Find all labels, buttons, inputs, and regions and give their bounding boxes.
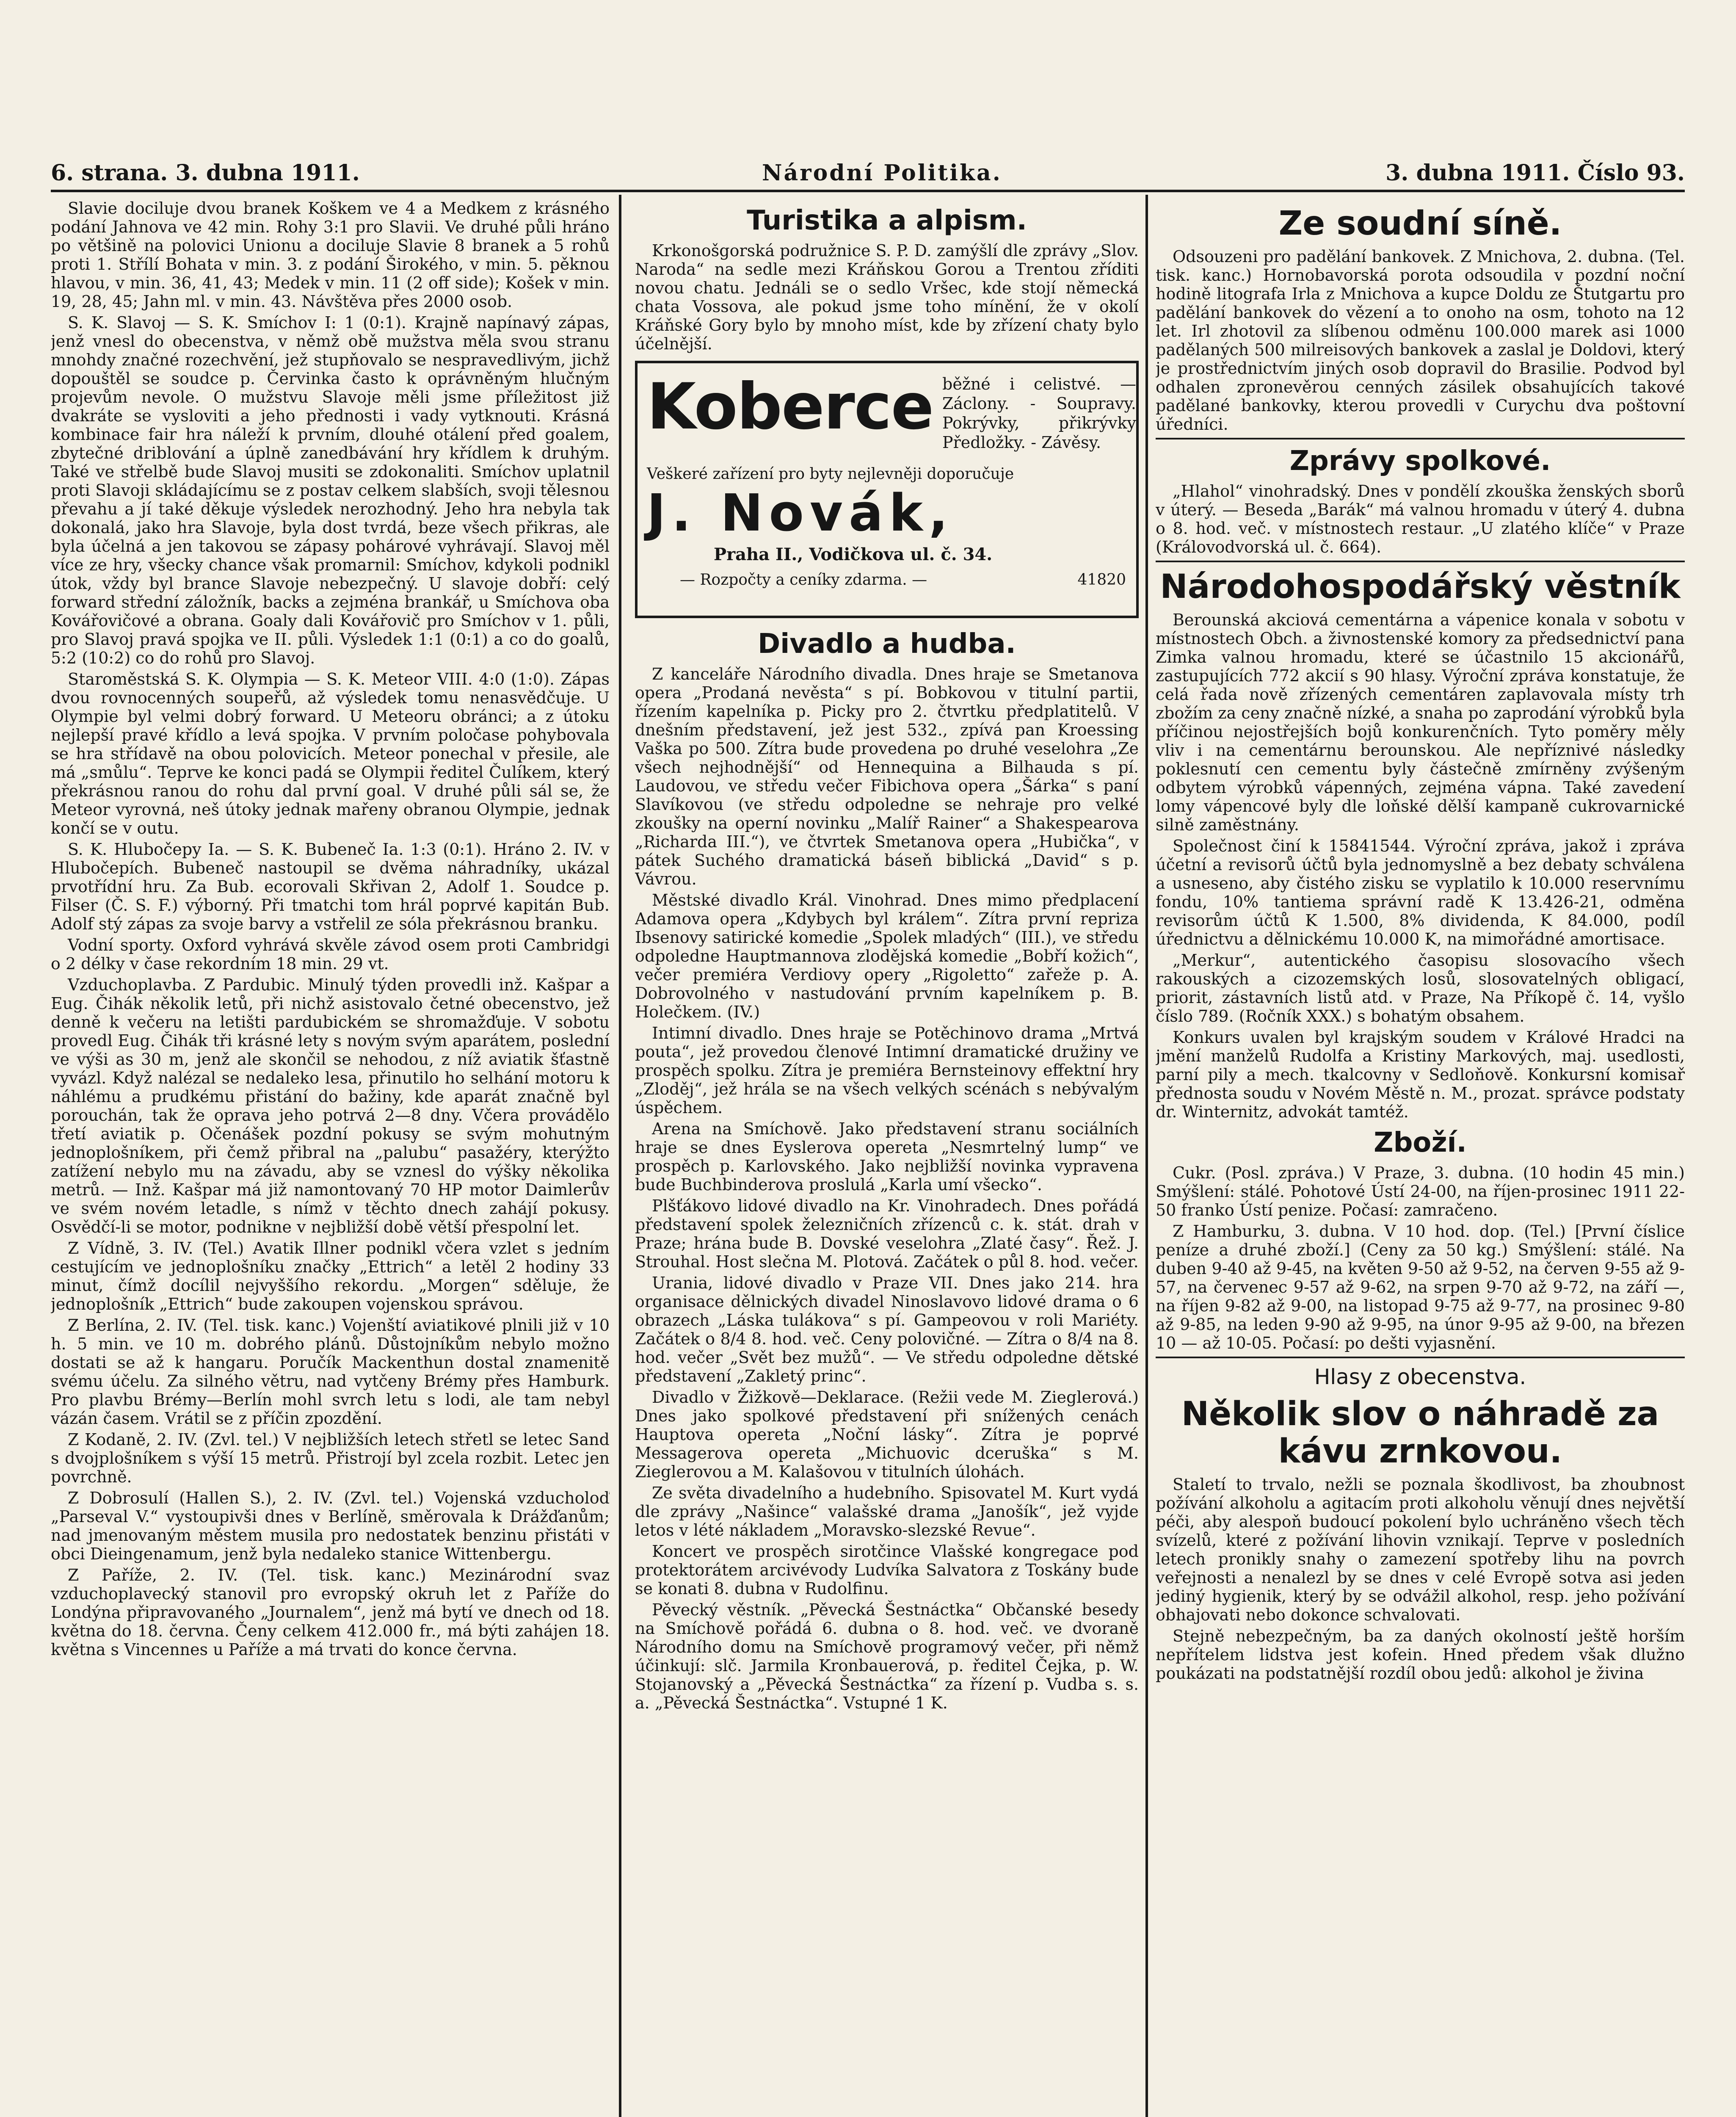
column-divider — [619, 195, 621, 2117]
article-paragraph: Berounská akciová cementárna a vápenice konala v sobotu v místnostech Obch. a živnostenské komory za předsednictví pana Zimka valnou hromadu, které se účastnilo 15 akcionářů, zastupujících 772 akcií s 90 hlasy. Výroční zpráva konstatuje, že celá řada nově zřízených cementáren zaplavovala místy trh zbožím za ceny značně nízké, a snaha po zaprodání výrobků byla příčinou nejostřejších bojů konkurenčních. Tyto poměry měly vliv i na cementárnu berounskou. Ale nepříznivé následky poklesnutí cen cementu byly částečně zmírněny zvýšeným odbytem výrobků vápenných, zejména vápna. Také zavedení lomy vápencové byly dle loňské dělší kampaně cukrovarnické silně zaměstnány. — [1156, 611, 1685, 834]
article-paragraph: Z Kodaně, 2. IV. (Zvl. tel.) V nejbližších letech střetl se letec Sand s dvojplošníkem s výší 15 metrů. Přistrojí byl zcela rozbit. Letec jen povrchně. — [51, 1430, 610, 1486]
article-paragraph: Z Dobrosulí (Hallen S.), 2. IV. (Zvl. tel.) Vojenská vzducholoď „Parseval V.“ vystoupivši dnes v Berlíně, směrovala k Drážďanům; nad jmenovaným městem musila pro nedostatek benzinu přistáti v obci Dieingenamum, jenž byla nedaleko stanice Wittenbergu. — [51, 1489, 610, 1563]
article-paragraph: Z Paříže, 2. IV. (Tel. tisk. kanc.) Mezinárodní svaz vzduchoplavecký stanovil pro evropský okruh let z Paříže do Londýna připravovaného „Journalem“, jenž má bytí ve dnech od 18. května do 18. června. Čeny celkem 412.000 fr., má býti zahájen 18. května s Vincennes u Paříže a má trvati do konce června. — [51, 1566, 610, 1659]
article-paragraph: Cukr. (Posl. zpráva.) V Praze, 3. dubna. (10 hodin 45 min.) Smýšlení: stálé. Pohotové Ústí 24-00, na říjen-prosinec 1911 22-50 franko Ústí penize. Počasí: zamračeno. — [1156, 1164, 1685, 1219]
ad-info: — Rozpočty a ceníky zdarma. — — [680, 571, 927, 589]
article-paragraph: Urania, lidové divadlo v Praze VII. Dnes jako 214. hra organisace dělnických divadel Ninoslavovo lidové drama o 6 obrazech „Láska tulákova“ s pí. Gampeovou v roli Mariéty. Začátek o 8/4 8. hod. več. Ceny polovičné. — Zítra o 8/4 na 8. hod. večer „Svět bez mužů“. — Ve středu odpoledne dětské představení „Zakletý princ“. — [635, 1274, 1139, 1385]
masthead-title: Národní Politika. — [762, 160, 1002, 186]
article-paragraph: Staroměstská S. K. Olympia — S. K. Meteor VIII. 4:0 (1:0). Zápas dvou rovnocenných soupeřů, až výsledek tomu nenasvědčuje. U Olympie byl velmi dobrý forward. U Meteoru obránci; a z útoku nejlepší pravé křídlo a levá spojka. V prvním poločase pohybovala se hra střídavě na obou polovicích. Meteor ponechal v přesile, ale má „smůlu“. Teprve ke konci padá se Olympii ředitel Čulíkem, který překrásnou ranou do rohu dal první goal. V druhé půli sál se, že Meteor vyrovná, neš útoky jednak mařeny obranou Olympie, jednak končí se v outu. — [51, 670, 610, 837]
ad-address: Praha II., Vodičkova ul. č. 34. — [714, 544, 993, 564]
article-title: Několik slov o náhradě za kávu zrnkovou. — [1181, 1395, 1659, 1470]
page-header — [51, 160, 1685, 192]
article-paragraph: Pěvecký věstník. „Pěvecká Šestnáctka“ Občanské besedy na Smíchově pořádá 6. dubna o 8. hod. več. ve dvoraně Národního domu na Smíchově programový večer, při němž účinkují: slč. Jarmila Kronbauerová, p. ředitel Čejka, p. W. Stojanovský a „Pěvecká Šestnáctka“ za řízení p. Vudba s. s. a. „Pěvecká Šestnáctka“. Vstupné 1 K. — [635, 1600, 1139, 1712]
article-paragraph: Z Hamburku, 3. dubna. V 10 hod. dop. (Tel.) [První číslice peníze a druhé zboží.] (Ceny za 50 kg.) Smýšlení: stálé. Na duben 9-40 až 9-45, na květen 9-50 až 9-52, na červen 9-55 až 9-57, na červenec 9-57 až 9-62, na srpen 9-70 až 9-72, na září —, na říjen 9-82 až 9-00, na listopad 9-75 až 9-77, na prosinec 9-80 až 9-85, na leden 9-90 až 9-95, na únor 9-95 až 9-00, na březen 10 — až 10-05. Počasí: po dešti vyjasnění. — [1156, 1222, 1685, 1352]
column-2 — [635, 199, 1139, 2117]
article-paragraph: S. K. Slavoj — S. K. Smíchov I: 1 (0:1). Krajně napínavý zápas, jenž vnesl do obecenstva, v němž obě mužstva měla svou stranu mnohdy značné rozechvění, jež stupňovalo se nespravedlivým, jichž dopouštěl se soudce p. Červinka často k oprávněným hlučným projevům nevole. O mužstvu Slavoje měli jsme příležitost již dvakráte se vysloviti a jeho přednosti i vady vytknouti. Krásná kombinace fair hra náleží k prvním, dlouhé otálení před goalem, zbytečné driblování a úplně zanedbávání hry křídlem k druhým. Také ve střelbě bude Slavoj musiti se zdokonaliti. Smíchov uplatnil proti Slavoji skládajícímu se z postav celkem slabších, svoji tělesnou převahu a jí také děkuje výsledek nerozhodný. Jeho hra nebyla tak dokonalá, jako hra Slavoje, byla dost tvrdá, bezе všech přikras, ale byla účelná a jen takovou se zápasy pohárové vyhrávají. Slavoj měl více ze hry, všecky chance však promarnil: Smíchov, kdykoli podnikl útok, vždy byl brance Slavoje nebezpečný. U slavoje dobří: celý forward střední záložník, backs a zejména brankář, u Smíchova oba Kovářovičové a obrana. Goaly dali Kovářovič pro Smíchov v 1. půli, pro Slavoj pravá spojka ve II. půli. Výsledek 1:1 (0:1) a co do goalů, 5:2 (10:2) co do rohů pro Slavoj. — [51, 313, 610, 667]
article-paragraph: Z kanceláře Národního divadla. Dnes hraje se Smetanova opera „Prodaná nevěsta“ s pí. Bobkovou v titulní partii, řízením kapelníka p. Picky pro 2. čtvrtku předplatitelů. V dnešním představení, jež jest 532., zpívá pan Kroessing Vaška po 500. Zítra bude provedena po druhé veselohra „Ze všech nejhodnější“ od Hennequina a Bilhauda s pí. Laudovou, ve středu večer Fibichova opera „Šárka“ s paní Slavíkovou (ve středu odpoledne se nehraje pro velké zkoušky na operní novinku „Malíř Rainer“ a Shakespearova „Richarda III.“), ve čtvrtek Smetanova opera „Hubička“, v pátek Suchého dramatická báseň biblická „David“ s p. Vávrou. — [635, 665, 1139, 888]
article-paragraph: Konkurs uvalen byl krajským soudem v Králové Hradci na jmění manželů Rudolfa a Kristiny Markových, maj. usedlosti, parní pily a mech. tkalcovny v Sedloňově. Konkursní komisař přednosta soudu v Novém Městě n. M., prozat. správce podstaty dr. Winternitz, advokát tamtéž. — [1156, 1028, 1685, 1121]
article-paragraph: Městské divadlo Král. Vinohrad. Dnes mimo předplacení Adamova opera „Kdybych byl králem“. Zítra první repriza Ibsenovy satirické komedie „Spolek mladých“ (III.), ve středu odpoledne Hauptmannova zlodějská komedie „Bobří kožich“, večer premiéra Verdiovy opery „Rigoletto“ zařeže p. A. Dobrovolného v nastudování prvním kapelníkem p. B. Holečkem. (IV.) — [635, 891, 1139, 1021]
article-paragraph: S. K. Hlubočepy Ia. — S. K. Bubeneč Ia. 1:3 (0:1). Hráno 2. IV. v Hlubočepích. Bubeneč nastoupil se dvěma náhradníky, ukázal prvotřídní hru. Za Bub. ecorovali Skřivan 2, Adolf 1. Soudce p. Filser (Č. S. F.) výborný. Při tmatchi tom hrál poprvé kapitán Bub. Adolf stý zápas za svoje barvy a vstřelil ze sóla překrásnou branku. — [51, 840, 610, 933]
article-paragraph: Společnost činí k 15841544. Výroční zpráva, jakož i zpráva účetní a revisorů účtů byla jednomyslně a bez debaty schválena a usneseno, aby čistého zisku se vyplatilo k 10.000 reservnímu fondu, 10% tantiema správní radě K 13.426-21, odměna revisorům účtů K 1.500, 8% dividenda, K 84.000, podíl úřednictvu a dělnickému 10.000 K, na mimořádné amortisace. — [1156, 837, 1685, 948]
ad-number: 41820 — [1077, 571, 1126, 589]
column-divider — [1145, 195, 1148, 2117]
section-heading: Národohospodářský věstník — [1160, 568, 1681, 606]
ad-items: běžné i celistvé. — Záclony. - Soupravy. Pokrývky, přikrývky Předložky. - Závěsy. — [942, 375, 1136, 452]
section-heading: Hlasy z obecenstva. — [1314, 1365, 1526, 1389]
divider — [1156, 1357, 1685, 1358]
article-paragraph: Staletí to trvalo, nežli se poznala škodlivost, ba zhoubnost požívání alkoholu a agitacím proti alkoholu věnují dnes největší péči, aby alespoň budoucí pokolení bylo uchráněno všech těch svízelů, které z požívání lihovin vznikají. Teprve v posledních letech pronikly snahy o zamezení spotřeby lihu na povrch veřejnosti a nenalezl by se dnes v celé Evropě sotva asi jeden jediný hygienik, který by se odvážil alkohol, resp. jeho požívání obhajovati nebo dokonce schvalovati. — [1156, 1475, 1685, 1624]
ad-firm-name: J. Novák, — [647, 484, 954, 543]
article-paragraph: Stejně nebezpečným, ba za daných okolností ještě horším nepřítelem lidstva jest kofein. Hned předem však dlužno poukázati na podstatnější rozdíl obou jedů: alkohol je živina — [1156, 1627, 1685, 1683]
column-3 — [1156, 199, 1685, 2117]
article-paragraph: „Merkur“, autentického časopisu slosovacího všech rakouských a cizozemských losů, slosovatelných obligací, priorit, zástavních listů atd. v Praze, Na Příkopě č. 14, vyšlo číslo 789. (Ročník XXX.) s bohatým obsahem. — [1156, 951, 1685, 1025]
article-paragraph: Arena na Smíchově. Jako představení stranu sociálních hraje se dnes Eyslerova opereta „Nesmrtelný lump“ ve prospěch p. Karlovského. Jako nejbližší novinka vypravena bude Buchbinderova proslulá „Karla umí všecko“. — [635, 1119, 1139, 1194]
column-1 — [51, 199, 610, 2117]
article-paragraph: Z Vídně, 3. IV. (Tel.) Avatik Illner podnikl včera vzlet s jedním cestujícím ve jednoplošníku značky „Ettrich“ a letěl 2 hodiny 33 minut, čímž docílil nejvyššího rekordu. „Morgen“ sděluje, že jednoplošník „Ettrich“ bude zakoupen vojenskou správou. — [51, 1239, 610, 1313]
header-left: 6. strana. 3. dubna 1911. — [51, 160, 360, 186]
article-paragraph: Odsouzeni pro padělání bankovek. Z Mnichova, 2. dubna. (Tel. tisk. kanc.) Hornobavorská porota odsoudila v pozdní noční hodině litografa Irla z Mnichova a kupce Doldu ze Štutgartu pro padělání bankovek do vězení a to onoho na osm, tohoto na 12 let. Irl zhotovil za slíbenou odměnu 100.000 marek asi 1000 padělaných 500 milreisových bankovek a zaslal je Doldovi, který je prostřednictvím jiných osob dopravil do Brasilie. Podvod byl odhalen zpronevěrou cenných zásilek obsahujících takové padělané bankovky, kterou provedli v Curychu dva poštovní úředníci. — [1156, 247, 1685, 434]
section-heading: Turistika a alpism. — [747, 205, 1027, 236]
article-paragraph: Plšťákovo lidové divadlo na Kr. Vinohradech. Dnes pořádá představení spolek železničních zřízenců c. k. stát. drah v Praze; hrána bude B. Dovské veselohra „Zlaté časy“. Řež. J. Strouhal. Host slečna M. Plotová. Začátek o půl 8. hod. večer. — [635, 1197, 1139, 1271]
article-paragraph: „Hlahol“ vinohradský. Dnes v pondělí zkouška ženských sborů v úterý. — Beseda „Barák“ má valnou hromadu v úterý 4. dubna o 8. hod. več. v místnostech restaur. „U zlatého klíče“ v Praze (Královodvorská ul. č. 664). — [1156, 482, 1685, 556]
divider — [1156, 438, 1685, 439]
article-paragraph: Krkonošgorská podružnice S. P. D. zamýšlí dle zprávy „Slov. Naroda“ na sedle mezi Kráňskou Gorou a Trentou zříditi novou chatu. Jednáli se o sedlo Vršec, kde stojí německá chata Vossova, ale pokud jsme toho mínění, že v okolí Kráňské Gory bylo by mnoho míst, kde by zřízení chaty bylo účelnější. — [635, 241, 1139, 353]
article-paragraph: Koncert ve prospěch sirotčince Vlašské kongregace pod protektorátem arcivévody Ludvíka Salvatora z Toskány bude se konati 8. dubna v Rudolfinu. — [635, 1542, 1139, 1598]
advertisement-box — [635, 361, 1139, 618]
section-heading: Ze soudní síně. — [1278, 205, 1562, 243]
article-paragraph: Intimní divadlo. Dnes hraje se Potěchinovo drama „Mrtvá pouta“, jež provedou členové Intimní dramatické družiny ve prospěch spolku. Zítra je premiéra Bernsteinovy effektní hry „Zloděj“, jež hrála se na všech velkých scénách s nebývalým úspěchem. — [635, 1024, 1139, 1117]
ad-tagline: Veškeré zařízení pro byty nejlevněji doporučuje — [647, 465, 1014, 483]
article-paragraph: Vodní sporty. Oxford vyhrává skvěle závod osem proti Cambridgi o 2 délky v čase rekordním 18 min. 29 vt. — [51, 936, 610, 973]
article-paragraph: Ze světa divadelního a hudebního. Spisovatel M. Kurt vydá dle zprávy „Našince“ valašské drama „Janošík“, jež vyjde letos v lété nákladem „Moravsko-slezské Revue“. — [635, 1484, 1139, 1539]
header-right: 3. dubna 1911. Číslo 93. — [1385, 160, 1685, 186]
article-paragraph: Divadlo v Žižkově—Deklarace. (Režii vede M. Zieglerová.) Dnes jako spolkové představení při snížených cenách Hauptova opereta „Noční lásky“. Zítra je poprvé Messagerova opereta „Michuovic dceruška“ s M. Zieglerovou a M. Kalašovou v titulních úlohách. — [635, 1388, 1139, 1481]
section-heading: Zprávy spolkové. — [1289, 445, 1551, 477]
section-heading: Divadlo a hudba. — [758, 628, 1016, 660]
section-heading: Zboží. — [1374, 1127, 1467, 1158]
article-paragraph: Vzduchoplavba. Z Pardubic. Minulý týden provedli inž. Kašpar a Eug. Čihák několik letů, při nichž asistovalo četné obecenstvo, jež denně k večeru na letišti pardubickém se shromažďuje. V sobotu provedl Eug. Čihák tři krásné lety s novým svým aparátem, poslední ve výši as 30 m, jenž ale skončil se nehodou, z níž aviatik šťastně vyvázl. Když nalézal se nedaleko lesa, přinutilo ho selhání motoru k náhlému a prudkému přistání do bažiny, kde aparát značně byl porouchán, tak že oprava jeho potrvá 2—8 dny. Včera provádělo třetí aviatik p. Očenášek pozdní pokusy se svým mohutným jednoplošníkem, při čemž přibral na „palubu“ pasažéry, kterýžto zatížení nebylo mu na závadu, aby se vznesl do výšky několika metrů. — Inž. Kašpar má již namontovaný 70 HP motor Daimlerův ve svém novém letadle, s nímž v těchto dnech zahájí pokusy. Osvědčí-li se motor, podnikne v nejbližší době větší přespolní let. — [51, 976, 610, 1236]
article-paragraph: Z Berlína, 2. IV. (Tel. tisk. kanc.) Vojenští aviatikové plnili již v 10 h. 5 min. ve 10 m. dobrého plánů. Důstojníkům nebylo možno dostati se až k hangaru. Poručík Mackenthun dostal znamenitě svému účelu. Za silného větru, nad vytčeny Brémy přes Hamburk. Pro plavbu Brémy—Berlín mohl svrch letu s lodi, ale tam nebyl vázán časem. Vrátil se z příčin zpozdění. — [51, 1316, 610, 1428]
article-paragraph: Slavie docilujе dvou branek Koškem ve 4 a Medkem z krásného podání Jahnova ve 42 min. Rohy 3:1 pro Slavii. Ve druhé půli hráno po většině na polovici Unionu a dociluje Slavie 8 branek a 5 rohů proti 1. Střílí Bohata v min. 3. z podání Širokého, v min. 5. pěknou hlavou, v min. 36, 41, 43; Medek v min. 11 (2 off side); Košek v min. 19, 28, 45; Jahn ml. v min. 43. Návštěva přes 2000 osob. — [51, 199, 610, 311]
divider — [1156, 561, 1685, 562]
ad-brand: Koberce — [647, 370, 933, 444]
